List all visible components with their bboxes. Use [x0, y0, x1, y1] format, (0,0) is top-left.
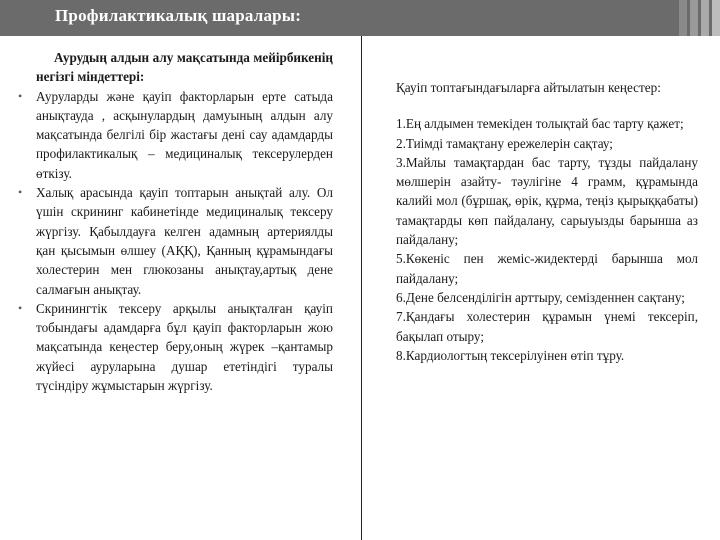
left-heading: Аурудың алдын алу мақсатында мейірбикенің негізгі міндеттері: [36, 50, 333, 85]
page-title: Профилактикалық шаралары: [55, 6, 302, 25]
header-stripe [712, 0, 720, 36]
advice-item: 7.Қандағы холестерин құрамын үнемі тексеріп, бақылап отыру; [396, 309, 698, 344]
advice-title: Қауіп топтағындағыларға айтылатын кеңестер: [396, 80, 661, 95]
advice-item: 8.Кардиологтың тексерілуінен өтіп тұру. [396, 347, 625, 363]
header-stripe [679, 0, 687, 36]
bullet-icon: • [18, 300, 23, 315]
advice-item: 6.Дене белсенділігін арттыру, семізденнен сақтану; [396, 289, 685, 305]
advice-item: 3.Майлы тамақтардан бас тарту, тұзды пайдалану мөлшерін азайту- тәулігіне 4 грамм, құрамында калийі мол (бұршақ, өрік, құрма, теңіз қырыққабаты) тамақтарды көп пайдалану, сарыуызды барынша аз пайдалану; [396, 154, 698, 248]
header-decoration [660, 0, 720, 36]
advice-item: 2.Тиімді тамақтану ережелерін сақтау; [396, 135, 613, 151]
bullet-icon: • [18, 185, 23, 200]
right-column [396, 78, 698, 365]
list-item [18, 299, 333, 395]
advice-item: 5.Көкеніс пен жеміс-жидектерді барынша мол пайдалану; [396, 251, 698, 286]
list-item-text: Скринингтік тексеру арқылы анықталған қауіп тобындағы адамдарға бұл қауіп факторларын жою мақсатында кеңестер беру,оның жүрек –қантамыр жүйесі ауруларына душар ететіндігі туралы түсіндіру жұмыстарын жүргізу. [36, 300, 333, 394]
header-bar [0, 0, 720, 36]
left-column [18, 48, 333, 395]
advice-item: 1.Ең алдымен темекіден толықтай бас тарту қажет; [396, 116, 684, 132]
bullet-icon: • [18, 88, 23, 103]
list-item-text: Ауруларды және қауіп факторларын ерте сатыда анықтауда , асқынулардың дамуының алдын алу мақсатында белгілі бір жастағы дені сау адамдарды профилактикалық – медициналық тексерулерден өткізу. [36, 88, 333, 181]
column-divider [361, 36, 362, 540]
list-item [18, 183, 333, 299]
header-stripe [690, 0, 698, 36]
header-stripe [701, 0, 709, 36]
list-item [18, 87, 333, 183]
list-item-text: Халық арасында қауіп топтарын анықтай алу. Ол үшін скрининг кабинетінде медициналық тексеру жүргізу. Қабылдауға келген адамның артериялды қан қысымын өлшеу (АҚҚ), Қанның құрамындағы холестерин мен глюкозаны анықтау,артық дене салмағын анықтау. [36, 185, 333, 297]
